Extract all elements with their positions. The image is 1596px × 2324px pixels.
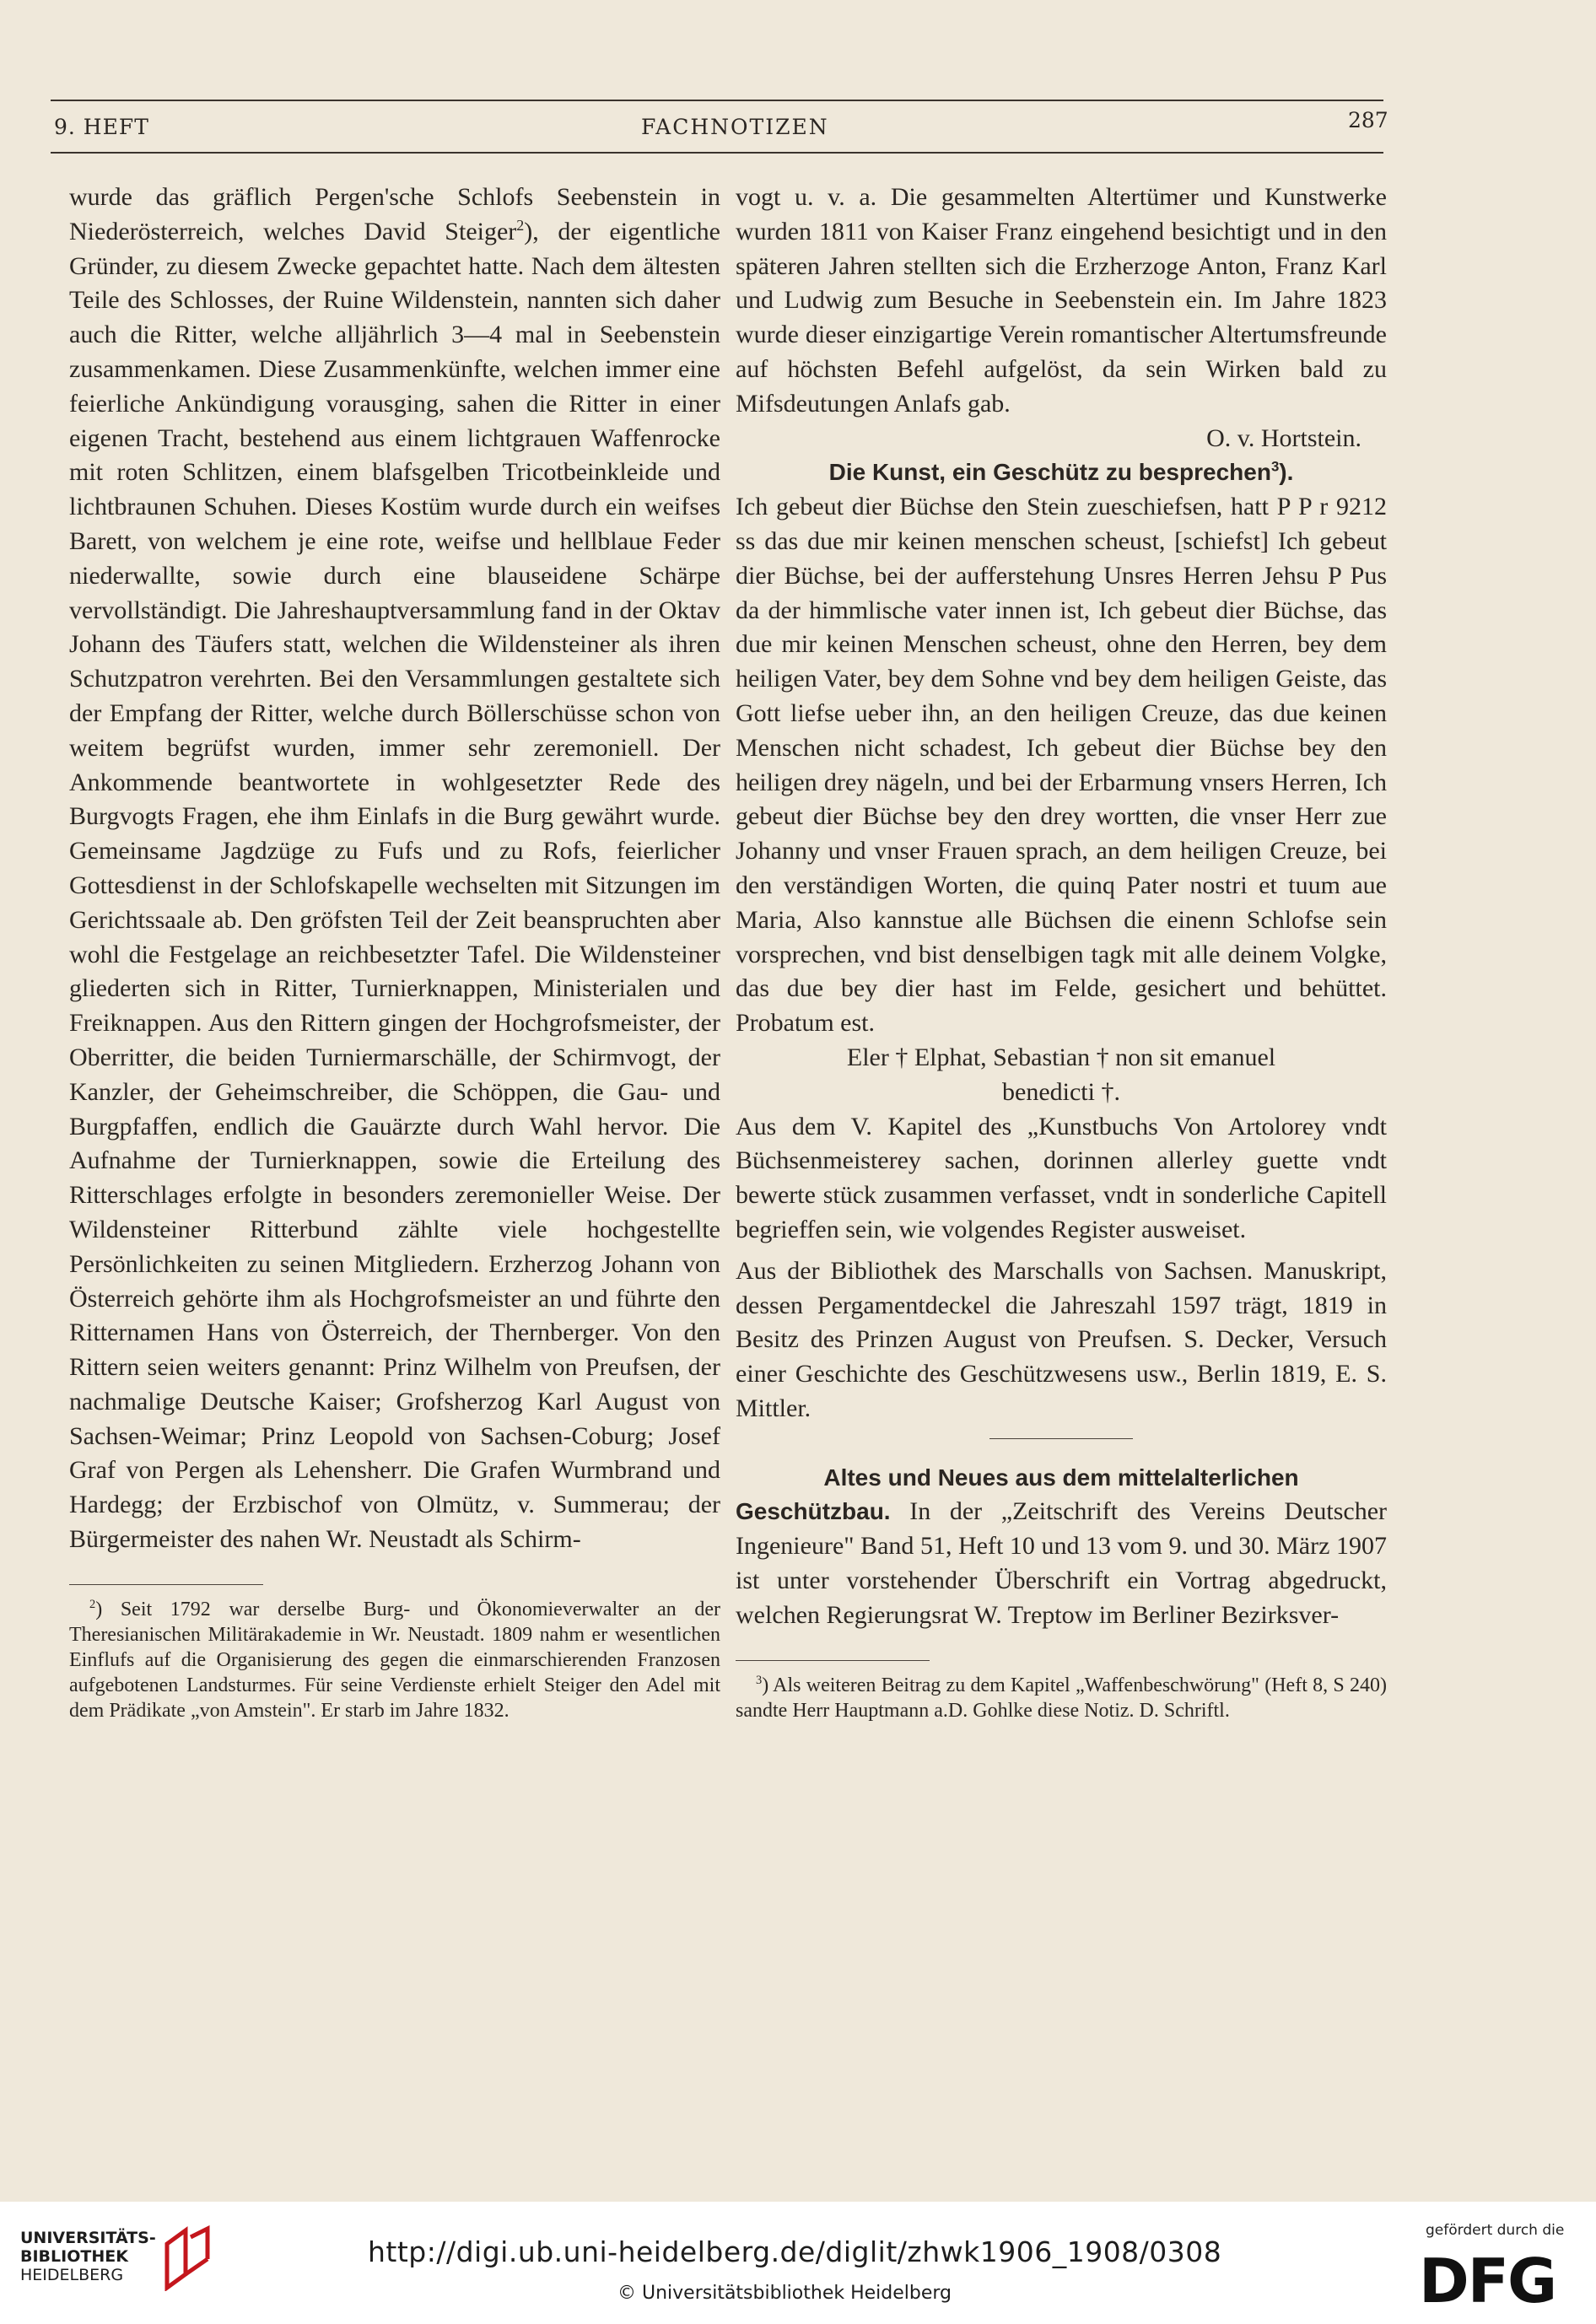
footnote: $^2$) Seit 1792 war derselbe Burg- und Ökonomieverwalter an der Theresianischen Militärakademie in Wr. Neustadt. 1809 nahm er wesentlichen Einflufs auf die Organisierung des gegen die einmarschierenden Franzosen aufgebotenen Landsturmes. Für seine Verdienste erhielt Steiger den Adel mit dem Prädikate „von Amstein". Er starb im Jahre 1832. bbox=[69, 1597, 720, 1722]
footnote: $^3$) Als weiteren Beitrag zu dem Kapitel „Waffenbeschwörung" (Heft 8, S 240) sandte Herr Hauptmann a.D. Gohlke diese Notiz. D. Schriftl. bbox=[736, 1673, 1387, 1722]
left-column bbox=[69, 181, 720, 1723]
body-paragraph: Ich gebeut dier Büchse den Stein zueschiefsen, hatt P P r 9212 ss das due mir keinen menschen scheust, [schiefst] Ich gebeut dier Büchse, bei der aufferstehung Unsres Herren Jehsu P Pus da der himmlische vater innen ist, Ich gebeut dier Büchse, das due mir keinen Menschen scheust, ohne den Herren, bey dem heiligen Vater, bey dem Sohne vnd bey dem heiligen Geiste, das Gott liefse ueber ihn, an den heiligen Creuze, das due keinen Menschen nicht schadest, Ich gebeut dier Büchse bey den heiligen drey nägeln, und bei der Erbarmung vnsers Herren, Ich gebeut dier Büchse bey den drey wortten, die vnser Herr zue Johanny und vnser Frauen sprach, an dem heiligen Creuze, bei den verständigen Worten, die quinq Pater nostri et tuum aue Maria, Also kannstue alle Büchsen die einenn Schlofse sein vorsprechen, vnd bist denselbigen tagk mit alle deinem Volgke, das due bey dier hast im Felde, gesichert und behüttet. Probatum est. bbox=[736, 493, 1387, 1038]
library-logo-icon bbox=[160, 2225, 214, 2291]
permalink[interactable]: http://digi.ub.uni-heidelberg.de/diglit/zhwk1906_1908/0308 bbox=[368, 2235, 1222, 2268]
footnote-ref: 2 bbox=[516, 216, 525, 234]
footnote-divider bbox=[736, 1660, 930, 1661]
body-paragraph: wurde das gräflich Pergen'sche Schlofs Seebenstein in Niederösterreich, welches David Steiger$^2$), der eigentliche Gründer, zu diesem Zwecke gepachtet hatte. Nach dem ältesten Teile des Schlosses, der Ruine Wildenstein, nannten sich daher auch die Ritter, welche alljährlich 3—4 mal in Seebenstein zusammenkamen. Diese Zusammenkünfte, welchen immer eine feierliche Ankündigung vorausging, sahen die Ritter in einer eigenen Tracht, bestehend aus einem lichtgrauen Waffenrocke mit roten Schlitzen, einem blafsgelben Tricotbeinkleide und lichtbraunen Schuhen. Dieses Kostüm wurde durch ein weifses Barett, von welchem je eine rote, weifse und hellblaue Feder niederwallte, sowie durch eine blauseidene Schärpe vervollständigt. Die Jahreshauptversammlung fand in der Oktav Johann des Täufers statt, welchen die Wildensteiner als ihren Schutzpatron verehrten. Bei den Versammlungen gestaltete sich der Empfang der Ritter, welche durch Böllerschüsse schon von weitem begrüfst wurden, immer sehr zeremoniell. Der Ankommende beantwortete in wohlgesetzter Rede des Burgvogts Fragen, ehe ihm Einlafs in die Burg gewährt wurde. Gemeinsame Jagdzüge zu Fufs und zu Rofs, feierlicher Gottesdienst in der Schlofskapelle wechselten mit Sitzungen im Gerichtssaale ab. Den gröfsten Teil der Zeit beanspruchten aber wohl die Festgelage an reichbesetzter Tafel. Die Wildensteiner gliederten sich in Ritter, Turnierknappen, Ministerialen und Freiknappen. Aus den Rittern gingen der Hochgrofsmeister, der Oberritter, die beiden Turniermarschälle, der Schirmvogt, der Kanzler, der Geheimschreiber, die Schöppen, die Gau- und Burgpfaffen, endlich die Gauärzte durch Wahl hervor. Die Aufnahme der Turnierknappen, sowie die Erteilung des Ritterschlages erfolgte in besonders zeremonieller Weise. Der Wildensteiner Ritterbund zählte viele hochgestellte Persönlichkeiten zu seinen Mitgliedern. Erzherzog Johann von Österreich gehörte ihm als Hochgrofsmeister an und führte den Ritternamen Hans von Österreich, der Thernberger. Von den Rittern seien weiters genannt: Prinz Wilhelm von Preufsen, der nachmalige Deutsche Kaiser; Grofsherzog Karl August von Sachsen-Weimar; Prinz Leopold von Sachsen-Coburg; Josef Graf von Pergen als Lehensherr. Die Grafen Wurmbrand und Hardegg; der Erzbischof von Olmütz, v. Summerau; der Bürgermeister des nahen Wr. Neustadt als Schirm- bbox=[69, 183, 720, 1554]
dfg-logo: DFG bbox=[1419, 2246, 1556, 2316]
body-paragraph: Aus der Bibliothek des Marschalls von Sachsen. Manuskript, dessen Pergamentdeckel die Jahreszahl 1597 trägt, 1819 in Besitz des Prinzen August von Preufsen. S. Decker, Versuch einer Geschichte des Geschützwesens usw., Berlin 1819, E. S. Mittler. bbox=[736, 1256, 1387, 1422]
issue-label: 9. HEFT bbox=[54, 115, 149, 139]
article-heading: Altes und Neues aus dem mittelalterlichen bbox=[823, 1464, 1299, 1491]
page-number: 287 bbox=[1348, 108, 1388, 132]
signers-line: benedicti †. bbox=[1002, 1077, 1120, 1106]
section-title: FACHNOTIZEN bbox=[641, 115, 829, 139]
quoted-source: Aus dem V. Kapitel des „Kunstbuchs Von Artolorey vndt Büchsenmeisterey sachen, dorinnen allerley guette vndt bewerte stück zusammen verfasset, vndt in sonderliche Capitell begrieffen sein, wie volgendes Register ausweiset. bbox=[736, 1112, 1387, 1243]
header-rule-bottom bbox=[51, 152, 1383, 154]
body-paragraph: vogt u. v. a. Die gesammelten Altertümer und Kunstwerke wurden 1811 von Kaiser Franz eingehend besichtigt und in den späteren Jahren stellten sich die Erzherzoge Anton, Franz Karl und Ludwig zum Besuche in Seebenstein ein. Im Jahre 1823 wurde dieser einzigartige Verein romantischer Altertumsfreunde auf höchsten Befehl aufgelöst, da sein Wirken bald zu Mifsdeutungen Anlafs gab. bbox=[736, 183, 1387, 418]
digitization-footer bbox=[0, 2202, 1596, 2324]
section-divider bbox=[989, 1438, 1133, 1439]
footnote-divider bbox=[69, 1584, 263, 1585]
copyright-notice: © Universitätsbibliothek Heidelberg bbox=[617, 2283, 952, 2304]
article-heading: Die Kunst, ein Geschütz zu besprechen$^3$). bbox=[828, 459, 1294, 486]
author-signature: O. v. Hortstein. bbox=[1206, 423, 1361, 452]
body-paragraph: Geschützbau. In der „Zeitschrift des Vereins Deutscher Ingenieure" Band 51, Heft 10 und 13 vom 9. und 30. März 1907 ist unter vorstehender Überschrift ein Vortrag abgedruckt, welchen Regierungsrat W. Treptow im Berliner Bezirksver- bbox=[736, 1497, 1387, 1629]
library-name: UNIVERSITÄTS- BIBLIOTHEK HEIDELBERG bbox=[20, 2229, 156, 2284]
signers-line: Eler † Elphat, Sebastian † non sit emanuel bbox=[846, 1043, 1276, 1071]
header-rule-top bbox=[51, 100, 1383, 101]
sponsor-caption: gefördert durch die bbox=[1426, 2222, 1565, 2239]
right-column bbox=[736, 181, 1387, 1723]
